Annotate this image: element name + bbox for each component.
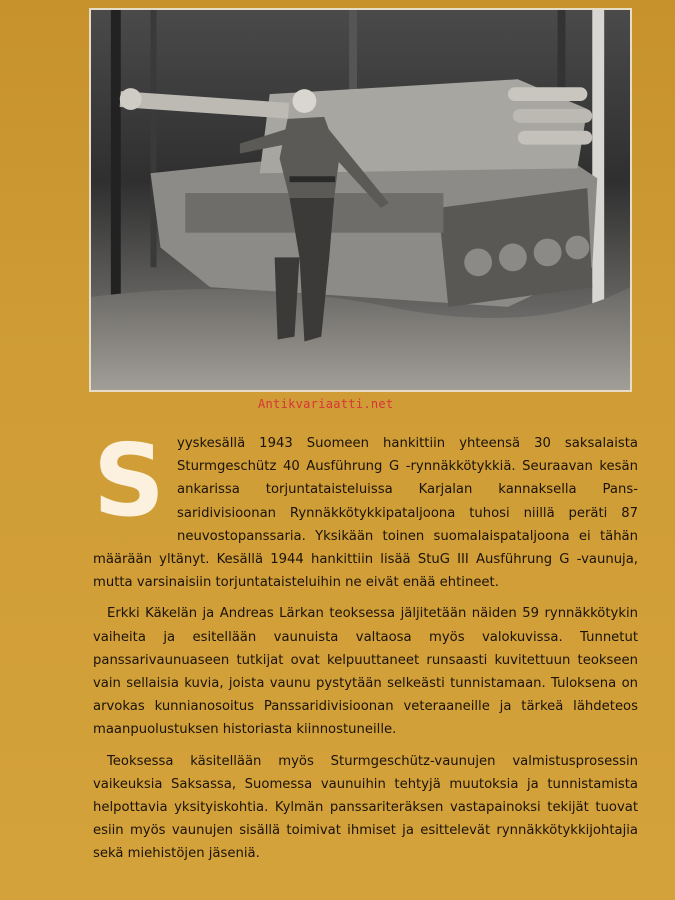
paragraph-3: Teoksessa käsitellään myös Sturmgeschütz-vaunujen valmistusprosessin vaikeuksia Saksassa, Suomessa vaunuihin tehtyjä muutoksia ja tunnistamista helpottavia yksityiskohtia. Kylmän panssariteräksen vastapainoksi tekijät tuovat esiin myös vaunujen sisällä toimivat ihmiset ja esittelevät rynnäkkötykkijohtajia sekä miehistöjen jäseniä.	[93, 753, 638, 862]
tank-photo-icon	[91, 10, 630, 390]
cover-photo	[89, 8, 632, 392]
watermark: Antikvariaatti.net	[258, 397, 394, 411]
drop-cap: S	[93, 422, 166, 539]
paragraph-1: yyskesällä 1943 Suomeen hankittiin yhteensä 30 saksalaista Sturmgeschütz 40 Ausführung G -rynnäkkötykkiä. Seuraavan kesän ankarissa torjuntataisteluissa Karjalan kannaksella Panssaridivisioonan Rynnäkkötykkipataljoona tuhosi niillä peräti 87 neuvostopanssaria. Yksikään toinen suomalaispataljoona ei tähän määrään yltänyt. Kesällä 1944 hankittiin lisää StuG III Ausführung G -vaunuja, mutta varsinaisiin torjuntataisteluihin ne eivät enää ehtineet.	[93, 436, 638, 591]
body-text	[93, 422, 638, 874]
paragraph-2: Erkki Käkelän ja Andreas Lärkan teoksessa jäljitetään näiden 59 rynnäkkötykin vaiheita ja esitellään vaunuista valtaosa myös valokuvissa. Tunnetut panssarivaunuaseen tutkijat ovat kelpuuttaneet runsaasti kuvitettuun teokseen vain sellaisia kuvia, joista vaunu pystytään selkeästi tunnistamaan. Tuloksena on arvokas kunnianosoitus Panssaridivisioonan veteraaneille ja tärkeä lähdeteos maanpuolustuksen historiasta kiinnostuneille.	[93, 606, 638, 738]
